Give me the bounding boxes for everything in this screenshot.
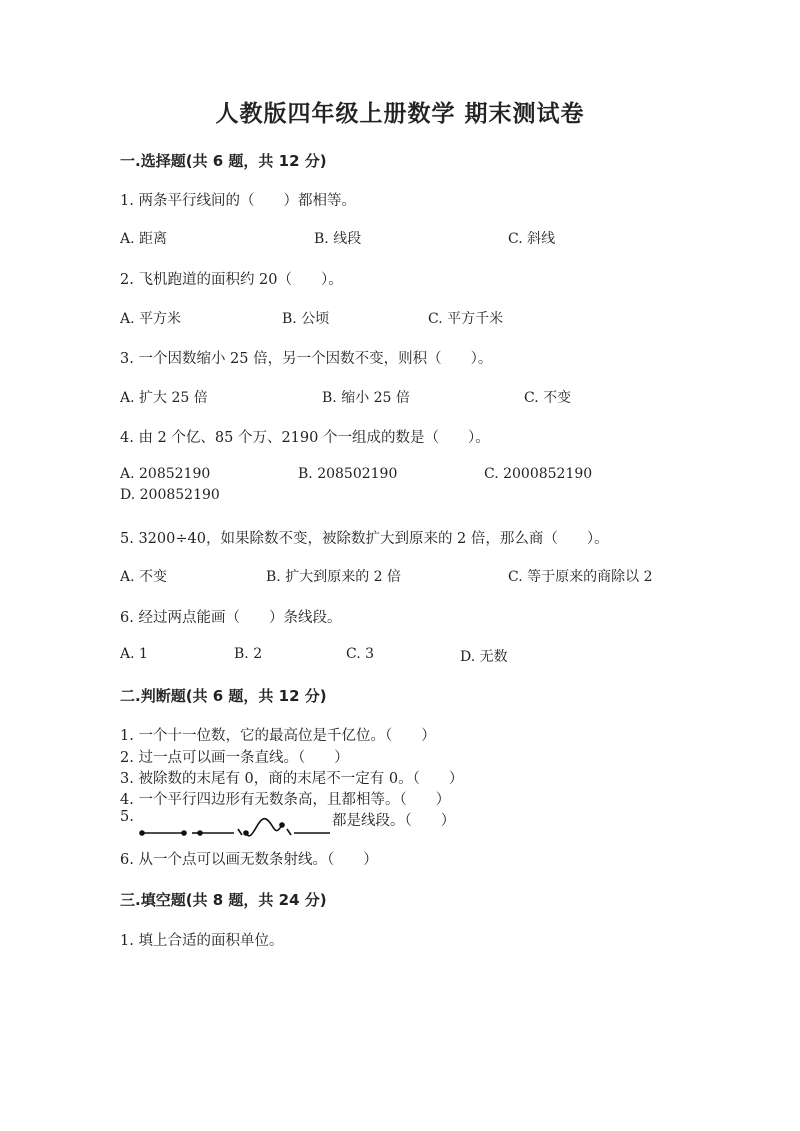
- option-b: B. 扩大到原来的 2 倍: [266, 569, 401, 585]
- judgment-item-number: 5.: [120, 809, 134, 825]
- judgment-item: 3. 被除数的末尾有 0，商的末尾不一定有 0。（ ）: [120, 771, 464, 787]
- option-a: A. 20852190: [120, 466, 211, 482]
- option-c: C. 2000852190: [484, 466, 593, 482]
- option-b: B. 208502190: [298, 466, 398, 482]
- section-heading-choice: 一.选择题(共 6 题，共 12 分): [120, 152, 327, 170]
- question-text: 2. 飞机跑道的面积约 20（ ）。: [120, 272, 343, 288]
- judgment-item: 2. 过一点可以画一条直线。（ ）: [120, 750, 349, 766]
- question-text: 1. 两条平行线间的（ ）都相等。: [120, 193, 356, 209]
- option-d: D. 无数: [460, 649, 508, 665]
- judgment-item: 4. 一个平行四边形有无数条高，且都相等。（ ）: [120, 792, 451, 808]
- section-heading-fill: 三.填空题(共 8 题，共 24 分): [120, 891, 327, 909]
- option-c: C. 平方千米: [428, 311, 504, 327]
- option-c: C. 3: [346, 646, 375, 662]
- option-c: C. 不变: [524, 390, 572, 406]
- fill-item: 1. 填上合适的面积单位。: [120, 933, 284, 949]
- option-a: A. 1: [120, 646, 148, 662]
- question-text: 4. 由 2 个亿、85 个万、2190 个一组成的数是（ ）。: [120, 430, 490, 446]
- option-c: C. 斜线: [508, 231, 556, 247]
- option-b: B. 2: [234, 646, 263, 662]
- question-text: 5. 3200÷40，如果除数不变，被除数扩大到原来的 2 倍，那么商（ ）。: [120, 531, 609, 547]
- option-a: A. 扩大 25 倍: [120, 390, 208, 406]
- option-b: B. 线段: [314, 231, 362, 247]
- option-c: C. 等于原来的商除以 2: [508, 569, 653, 585]
- question-text: 6. 经过两点能画（ ）条线段。: [120, 610, 342, 626]
- option-a: A. 距离: [120, 231, 168, 247]
- option-a: A. 不变: [120, 569, 168, 585]
- option-b: B. 公顷: [282, 311, 330, 327]
- section-heading-judgment: 二.判断题(共 6 题，共 12 分): [120, 687, 327, 705]
- judgment-item: 6. 从一个点可以画无数条射线。（ ）: [120, 852, 378, 868]
- question-text: 3. 一个因数缩小 25 倍，另一个因数不变，则积（ ）。: [120, 351, 493, 367]
- line-segments-figure: [138, 815, 332, 843]
- judgment-item: 1. 一个十一位数，它的最高位是千亿位。（ ）: [120, 728, 436, 744]
- judgment-item-tail: 都是线段。（ ）: [332, 813, 456, 829]
- option-b: B. 缩小 25 倍: [322, 390, 410, 406]
- option-a: A. 平方米: [120, 311, 182, 327]
- page-title: 人教版四年级上册数学 期末测试卷: [215, 101, 585, 127]
- option-d: D. 200852190: [120, 487, 220, 503]
